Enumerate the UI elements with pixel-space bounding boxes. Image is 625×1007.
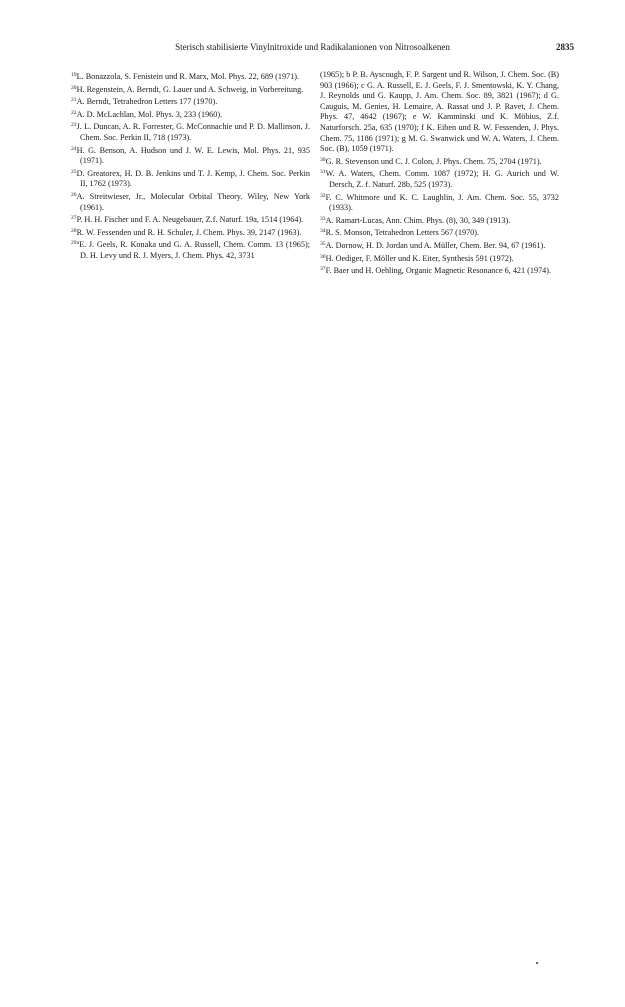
reference-number: 21 xyxy=(71,97,77,104)
reference-text: G. R. Stevenson und C. J. Colon, J. Phys. Chem. 75, 2704 (1971). xyxy=(325,156,542,166)
reference-number: 34 xyxy=(320,228,326,235)
reference-item xyxy=(320,191,559,214)
reference-text: R. S. Monson, Tetrahedron Letters 567 (1970). xyxy=(325,228,480,238)
reference-text: F. C. Whitmore und K. C. Laughlin, J. Am. Chem. Soc. 55, 3732 (1933). xyxy=(325,192,559,213)
reference-text: P. H. H. Fischer und F. A. Neugebauer, Z.f. Naturf. 19a, 1514 (1964). xyxy=(76,215,304,225)
reference-column-right xyxy=(320,70,559,277)
reference-text: H. Oediger, F. Möller und K. Eiter, Synthesis 591 (1972). xyxy=(325,253,514,263)
reference-text: E. J. Geels, R. Konaka und G. A. Russell, Chem. Comm. 13 (1965); D. H. Levy und R. J. Myers, J. Chem. Phys. 42, 3731 xyxy=(79,240,310,260)
page-header xyxy=(0,40,625,54)
reference-text: W. A. Waters, Chem. Comm. 1087 (1972); H. G. Aurich und W. Dersch, Z. f. Naturf. 28b, 525 (1973). xyxy=(325,169,559,189)
reference-item xyxy=(320,226,559,239)
reference-list xyxy=(71,70,559,277)
reference-text: A. D. McLachlan, Mol. Phys. 3, 233 (1960). xyxy=(76,109,223,119)
reference-item xyxy=(320,239,559,252)
reference-item xyxy=(320,155,559,168)
reference-item xyxy=(71,238,310,261)
reference-continuation xyxy=(320,70,559,155)
reference-item xyxy=(320,214,559,227)
reference-text: (1965); b P. B. Ayscough, F. P. Sargent und R. Wilson, J. Chem. Soc. (B) 903 (1966); c G. A. Russell, E. J. Geels, F. J. Smentowski, K. Y. Chang, J. Reynolds und G. Kaupp, J. Am. Chem. Soc. 89, 3821 (1967); d G. Cauguis, M. Genies, H. Lemaire, A. Rassat und J. P. Ravet, J. Chem. Phys. 47, 4642 (1967); e W. Kamminski und K. Möbius, Z.f. Naturforsch. 25a, 635 (1970); f K. Eiben und R. W. Fessenden, J. Phys. Chem. 75, 1186 (1971); g M. G. Swanwick und W. A. Waters, J. Chem. Soc. (B), 1059 (1971). xyxy=(320,70,559,154)
page-number: 2835 xyxy=(556,42,574,52)
reference-number: 27 xyxy=(71,215,77,222)
page-mark-dot xyxy=(536,962,538,964)
reference-item xyxy=(320,167,559,190)
reference-text: H. Regenstein, A. Berndt, G. Lauer und A. Schweig, in Vorbereitung. xyxy=(76,84,304,94)
reference-column-left xyxy=(71,70,310,277)
reference-text: H. G. Benson, A. Hudson und J. W. E. Lewis, Mol. Phys. 21, 935 (1971). xyxy=(76,145,310,166)
reference-number: 35 xyxy=(320,240,326,247)
reference-text: J. L. Duncan, A. R. Forrester, G. McConnachie und P. D. Mallinson, J. Chem. Soc. Perkin II, 718 (1973). xyxy=(76,122,310,142)
reference-text: A. Streitwieser, Jr., Molecular Orbital Theory. Wiley, New York (1961). xyxy=(76,191,310,212)
reference-number: 20 xyxy=(71,84,77,91)
reference-number: 22 xyxy=(71,109,77,116)
reference-number: 29a xyxy=(71,240,80,247)
reference-item xyxy=(71,83,310,96)
reference-item xyxy=(71,190,310,213)
reference-item xyxy=(71,70,310,83)
reference-number: 28 xyxy=(71,227,77,234)
reference-number: 32 xyxy=(320,192,326,199)
reference-number: 31 xyxy=(320,169,326,176)
reference-number: 33 xyxy=(320,215,326,222)
reference-number: 19 xyxy=(71,72,77,78)
reference-text: A. Dornow, H. D. Jordan und A. Müller, Chem. Ber. 94, 67 (1961). xyxy=(325,240,546,250)
reference-number: 37 xyxy=(320,266,326,273)
reference-item xyxy=(71,108,310,121)
reference-item xyxy=(71,95,310,108)
reference-text: L. Bonazzola, S. Fenistein und R. Marx, Mol. Phys. 22, 689 (1971). xyxy=(76,72,300,81)
reference-text: F. Baer und H. Oehling, Organic Magnetic Resonance 6, 421 (1974). xyxy=(325,266,552,276)
reference-text: D. Greatorex, H. D. B. Jenkins und T. J. Kemp, J. Chem. Soc. Perkin II, 1762 (1973). xyxy=(76,168,310,189)
reference-text: A. Berndt, Tetrahedron Letters 177 (1970). xyxy=(76,97,218,107)
reference-number: 30 xyxy=(320,156,326,163)
reference-text: R. W. Fessenden und R. H. Schuler, J. Chem. Phys. 39, 2147 (1963). xyxy=(76,227,302,237)
reference-item xyxy=(71,167,310,190)
reference-number: 26 xyxy=(71,191,77,198)
reference-number: 25 xyxy=(71,168,77,175)
reference-item xyxy=(71,213,310,226)
reference-item xyxy=(320,264,559,277)
reference-number: 36 xyxy=(320,253,326,260)
reference-item xyxy=(71,120,310,143)
reference-number: 24 xyxy=(71,145,77,152)
reference-text: A. Ramart-Lucas, Ann. Chim. Phys. (8), 30, 349 (1913). xyxy=(325,215,511,225)
running-title: Sterisch stabilisierte Vinylnitroxide und Radikalanionen von Nitrosoalkenen xyxy=(175,42,450,52)
reference-item xyxy=(71,226,310,239)
reference-item xyxy=(320,252,559,265)
reference-item xyxy=(71,144,310,167)
reference-number: 23 xyxy=(71,122,77,129)
